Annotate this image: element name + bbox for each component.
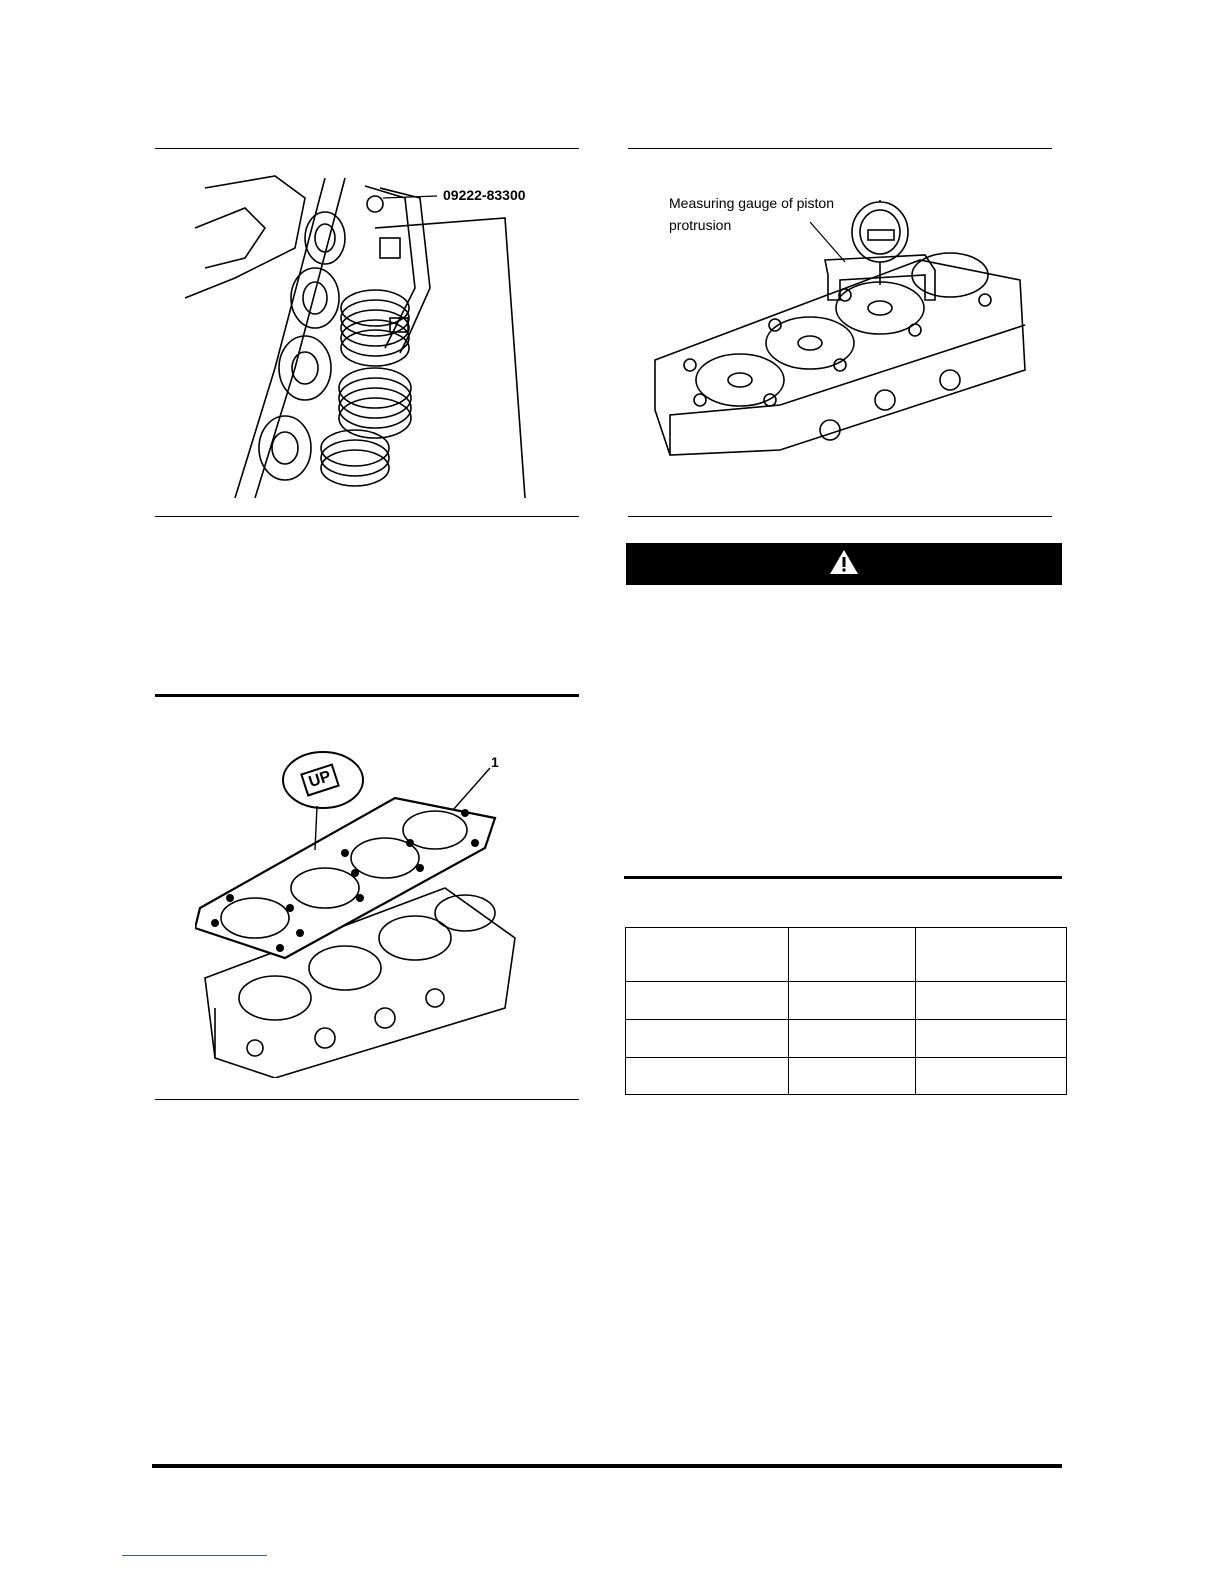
section-rule-right-2 — [624, 876, 1062, 879]
table-cell — [789, 1058, 916, 1095]
valve-spring-compressor-illustration — [175, 168, 575, 498]
head-gasket-illustration — [195, 748, 525, 1078]
table-cell — [916, 982, 1067, 1020]
figure-bottom-rule-right-1 — [628, 516, 1052, 517]
piston-gauge-caption-line2: protrusion — [669, 217, 732, 233]
table-row — [626, 1020, 1067, 1058]
figure-bottom-rule-left-2 — [155, 1099, 579, 1100]
figure-top-rule-left-1 — [155, 148, 579, 149]
table-row — [626, 1058, 1067, 1095]
table-cell — [789, 982, 916, 1020]
table-row — [626, 982, 1067, 1020]
table-cell — [626, 982, 789, 1020]
table-row — [626, 928, 1067, 982]
table-cell — [916, 928, 1067, 982]
table-cell — [916, 1020, 1067, 1058]
footer-link-underline[interactable] — [122, 1555, 267, 1556]
footer-rule — [152, 1464, 1062, 1468]
figure-top-rule-right-1 — [628, 148, 1052, 149]
up-stamp-label: UP — [300, 763, 340, 796]
spec-table — [625, 927, 1067, 1095]
piston-gauge-caption-line1: Measuring gauge of piston — [669, 195, 834, 211]
head-gasket-callout: 1 — [491, 754, 499, 770]
figure-bottom-rule-left-1 — [155, 516, 579, 517]
table-cell — [789, 928, 916, 982]
piston-protrusion-gauge-illustration — [630, 200, 1040, 465]
warning-triangle-icon — [829, 549, 859, 580]
table-cell — [916, 1058, 1067, 1095]
valve-spring-tool-callout: 09222-83300 — [443, 187, 526, 203]
table-cell — [626, 928, 789, 982]
section-rule-left-2 — [155, 694, 579, 697]
warning-banner — [626, 543, 1062, 585]
table-cell — [626, 1020, 789, 1058]
table-cell — [789, 1020, 916, 1058]
table-cell — [626, 1058, 789, 1095]
